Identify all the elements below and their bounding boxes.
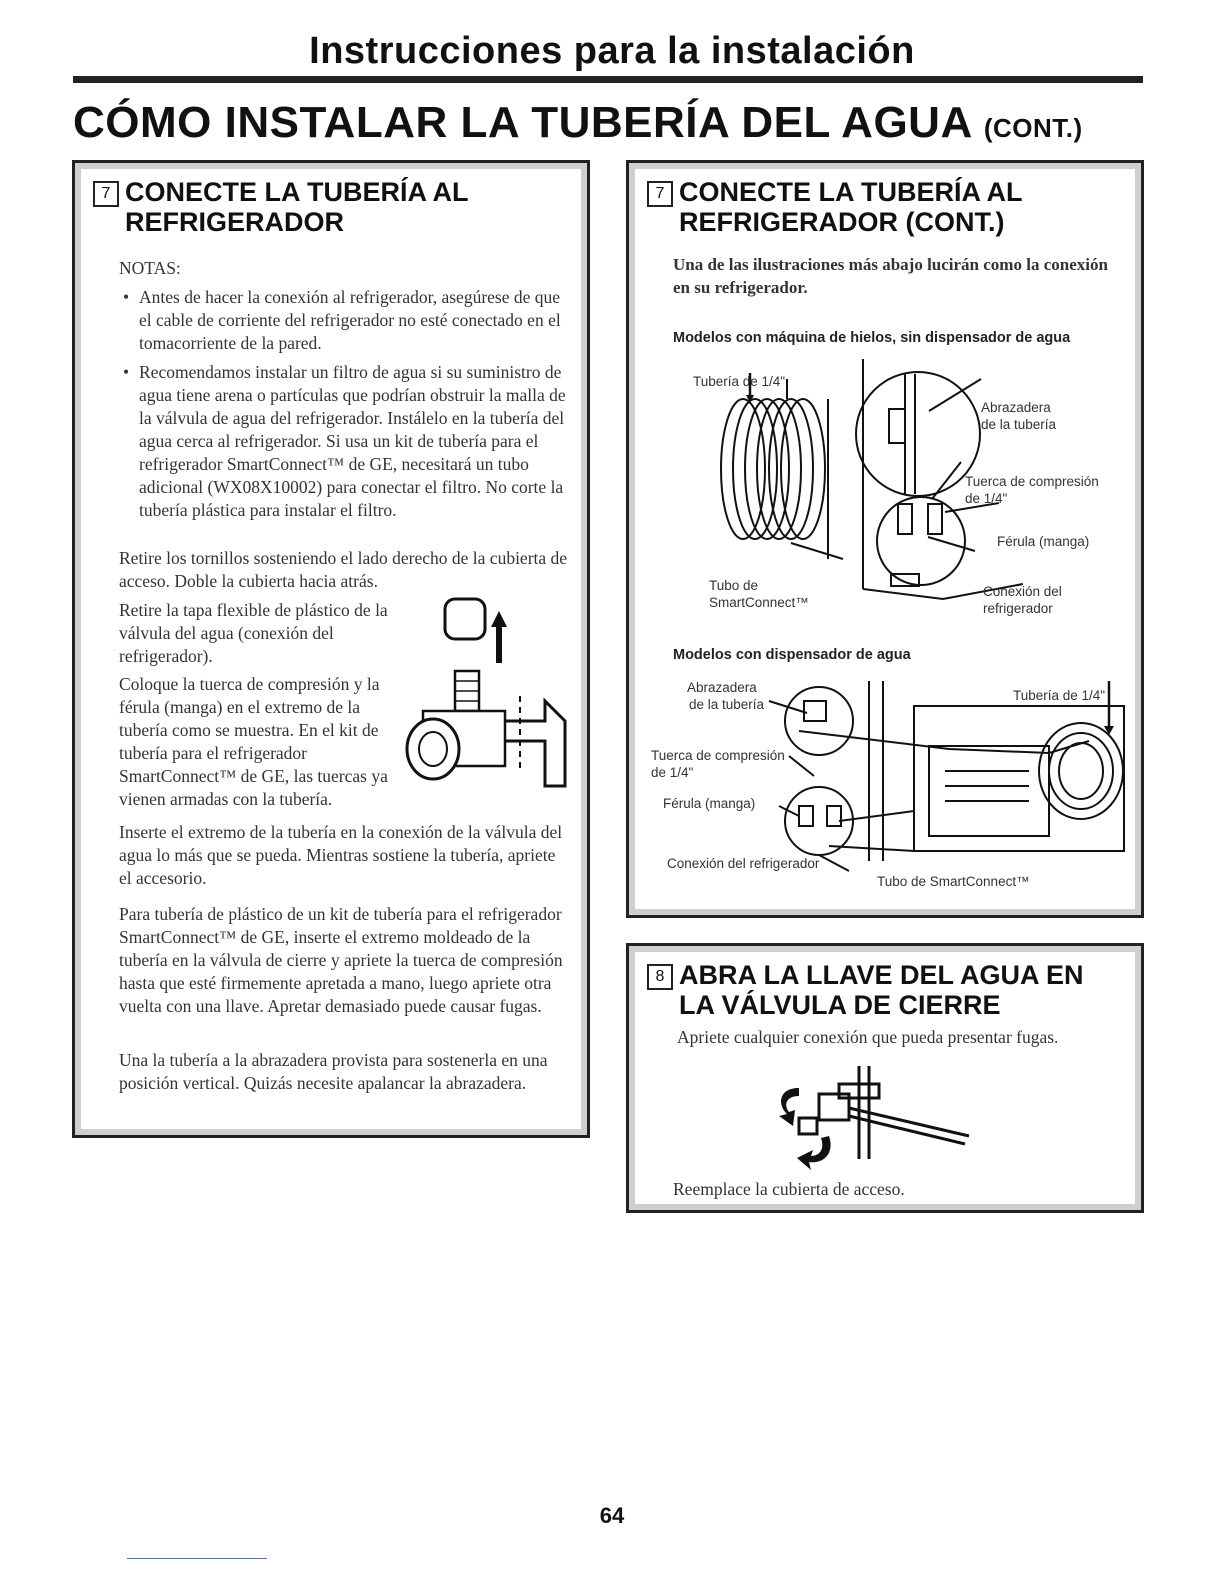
step7-cont-heading-line2: REFRIGERADOR (CONT.)	[679, 207, 1005, 237]
fig2-title: Modelos con dispensador de agua	[673, 647, 911, 663]
shutoff-valve-illustration	[769, 1064, 989, 1174]
fig1-tube-label	[709, 577, 809, 611]
fig2-tube-label: Tubo de SmartConnect™	[877, 874, 1030, 889]
step8-number: 8	[647, 964, 673, 990]
para-remove-cap: Retire la tapa flexible de plástico de la válvula del agua (conexión del refrigerador).	[119, 600, 388, 666]
fig1-nut-line2: de 1/4"	[965, 491, 1008, 506]
para-clamp: Una la tubería a la abrazadera provista para sostenerla en una posición vertical. Quizás necesite apalancar la abrazadera.	[119, 1050, 548, 1093]
intro-text: Una de las ilustraciones más abajo lucirán como la conexión en su refrigerador.	[673, 255, 1108, 297]
note-bullet-2: • Recomendamos instalar un filtro de agua si su suministro de agua tiene arena o partículas que podrían obstruir la malla de la válvula de agua del refrigerador. Instálelo en la tubería del agua cerca al refrigerador. Si usa un kit de tubería para el refrigerador SmartConnect™ de GE, necesitará un tubo adicional (WX08X10002) para conectar el filtro. No corte la tubería plástica para instalar el filtro.	[119, 361, 569, 522]
step7-para2	[119, 599, 409, 678]
fig2-nut-label	[651, 747, 785, 781]
notes-label: NOTAS:	[119, 258, 181, 278]
section-title-text: CÓMO INSTALAR LA TUBERÍA DEL AGUA	[73, 98, 972, 147]
fig1-conn-line1: Conexión del	[983, 584, 1062, 599]
para-compression-nut: Coloque la tuerca de compresión y la férula (manga) en el extremo de la tubería como se muestra. En el kit de tubería para el refrigerador SmartConnect™ de GE, las tuercas ya vienen armadas con la tubería.	[119, 674, 388, 809]
step8-body: Apriete cualquier conexión que pueda presentar fugas.	[677, 1027, 1059, 1047]
fig1-clamp-line1: Abrazadera	[981, 400, 1051, 415]
fig2-tubing-label: Tubería de 1/4"	[1013, 688, 1106, 703]
step8-footer: Reemplace la cubierta de acceso.	[673, 1179, 905, 1199]
step7-cont-panel	[626, 160, 1144, 918]
step7-heading-line1: CONECTE LA TUBERÍA AL	[125, 177, 469, 207]
fig1-clamp-label	[981, 399, 1056, 433]
fig2-conn-label: Conexión del refrigerador	[667, 856, 820, 871]
fig1-nut-line1: Tuerca de compresión	[965, 474, 1099, 489]
fig1-clamp-line2: de la tubería	[981, 417, 1057, 432]
step8-heading-line1: ABRA LA LLAVE DEL AGUA EN	[679, 960, 1084, 990]
fig1-ferrule-label: Férula (manga)	[997, 534, 1090, 549]
step7-para5	[119, 903, 569, 1028]
fig1-tubing-label: Tubería de 1/4"	[693, 374, 786, 389]
step7-para3	[119, 673, 404, 821]
footer-rule	[127, 1558, 267, 1559]
step7-notes	[119, 257, 569, 528]
fig1-conn-label	[983, 583, 1062, 617]
fig2-nut-line2: de 1/4"	[651, 765, 694, 780]
para-insert-tubing: Inserte el extremo de la tubería en la conexión de la válvula del agua lo más que se pueda. Mientras sostiene la tubería, apriete el accesorio.	[119, 822, 563, 888]
step7-cont-number: 7	[647, 181, 673, 207]
fig2-nut-line1: Tuerca de compresión	[651, 748, 785, 763]
fig2-clamp-line1: Abrazadera	[687, 680, 757, 695]
step7-para6	[119, 1049, 569, 1105]
para-remove-screws: Retire los tornillos sosteniendo el lado derecho de la cubierta de acceso. Doble la cubierta hacia atrás.	[119, 548, 568, 591]
fig1-nut-label	[965, 473, 1099, 507]
section-title	[73, 98, 1083, 148]
step7-para4	[119, 821, 569, 900]
step7-heading	[93, 177, 469, 237]
fig2-clamp-label	[687, 679, 764, 713]
fig1-tube-line1: Tubo de	[709, 578, 759, 593]
fig1-conn-line2: refrigerador	[983, 601, 1053, 616]
valve-cap-illustration	[395, 591, 575, 791]
step8-heading	[647, 960, 1084, 1020]
para-smartconnect: Para tubería de plástico de un kit de tubería para el refrigerador SmartConnect™ de GE, inserte el extremo moldeado de la tubería en la válvula de cierre y apriete la tuerca de compresión hasta que esté firmemente apretada a mano, luego apriete otra vuelta con una llave. Apretar demasiado puede causar fugas.	[119, 904, 563, 1016]
section-title-suffix: (CONT.)	[983, 113, 1083, 143]
step7-panel	[72, 160, 590, 1138]
fig2-ferrule-label: Férula (manga)	[663, 796, 756, 811]
fig2-clamp-line2: de la tubería	[689, 697, 765, 712]
step7-cont-heading-line1: CONECTE LA TUBERÍA AL	[679, 177, 1023, 207]
title-rule	[73, 76, 1143, 83]
page-title: Instrucciones para la instalación	[309, 30, 915, 72]
step7-number: 7	[93, 181, 119, 207]
fig1-tube-line2: SmartConnect™	[709, 595, 809, 610]
fig1-title: Modelos con máquina de hielos, sin dispensador de agua	[673, 330, 1071, 346]
step8-heading-line2: LA VÁLVULA DE CIERRE	[679, 990, 1001, 1020]
step8-panel	[626, 943, 1144, 1213]
page-number: 64	[599, 1503, 625, 1528]
step7-heading-line2: REFRIGERADOR	[125, 207, 345, 237]
step7-cont-heading	[647, 177, 1023, 237]
note-bullet-1: • Antes de hacer la conexión al refrigerador, asegúrese de que el cable de corriente del refrigerador no esté conectado en el tomacorriente de la pared.	[119, 286, 569, 355]
